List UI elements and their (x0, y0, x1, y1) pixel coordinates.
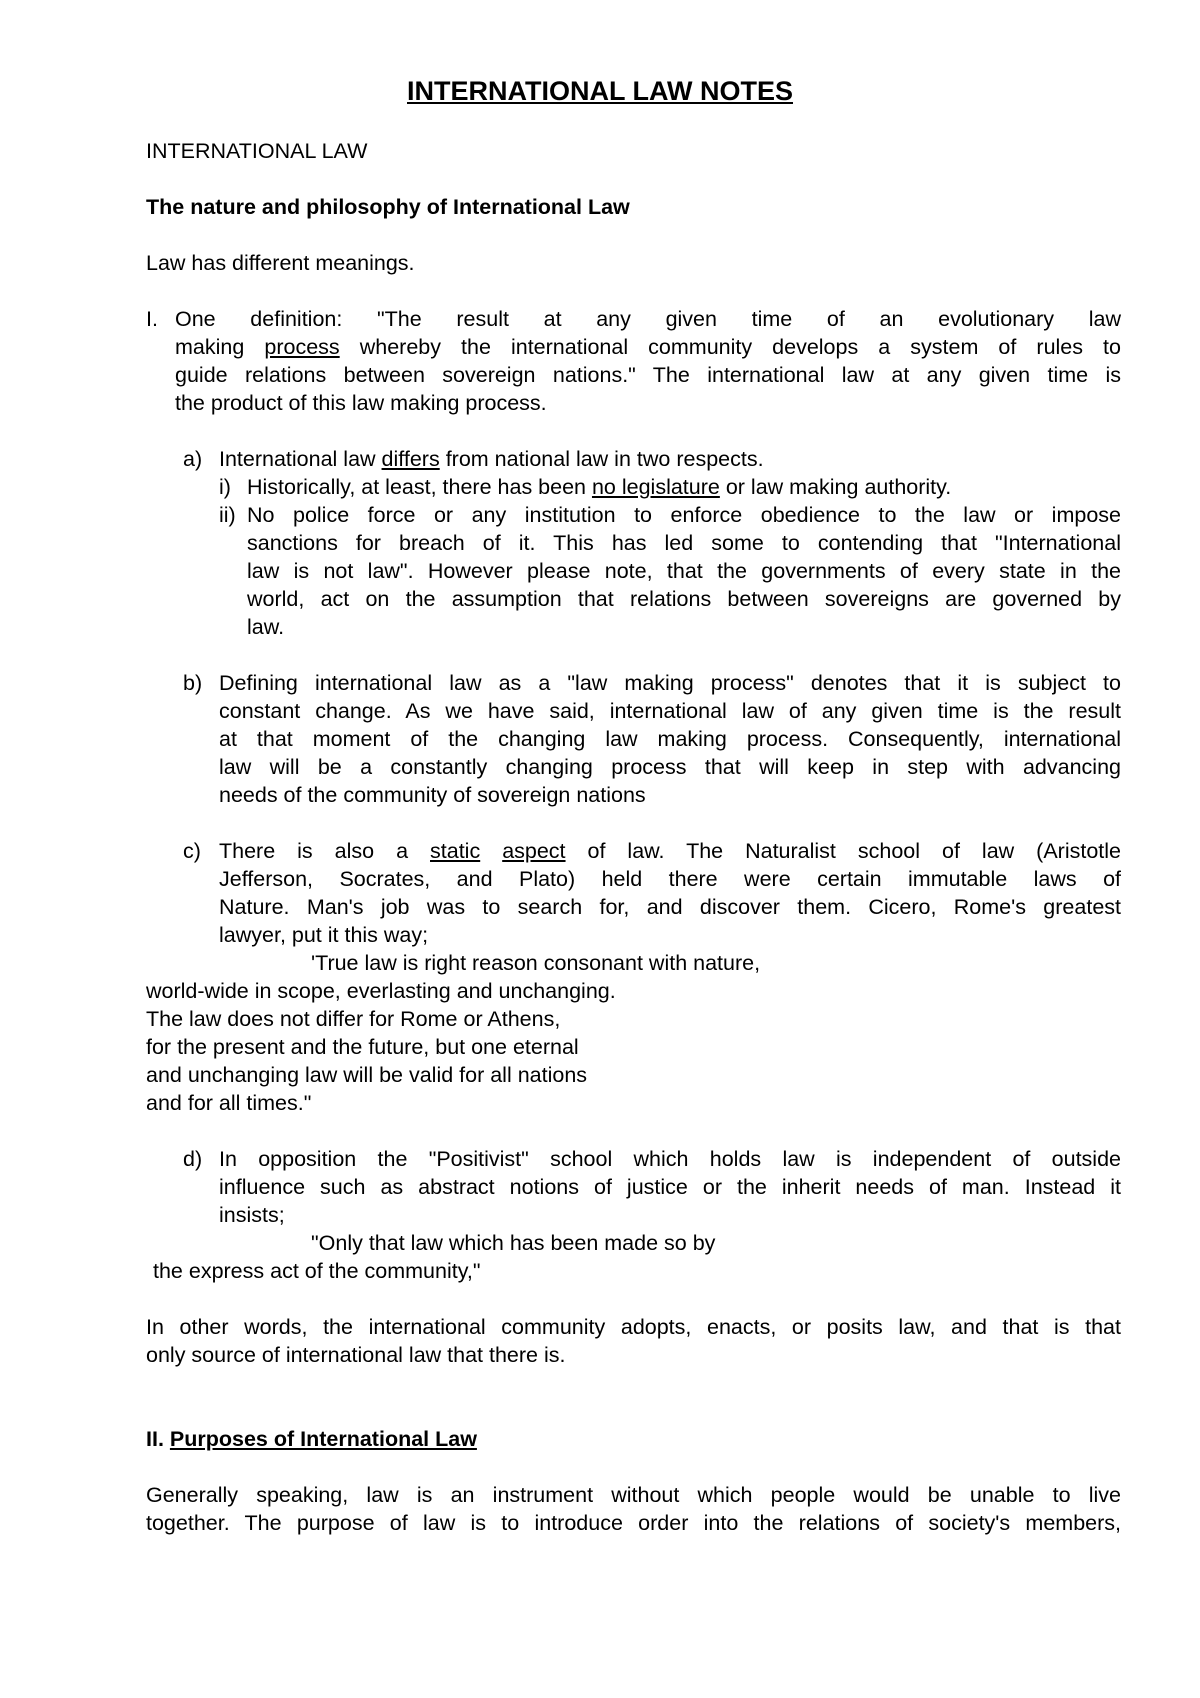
text-line: Nature. Man's job was to search for, and discover them. Cicero, Rome's greatest (219, 895, 1121, 919)
text-line: making process whereby the international community develops a system of rules to (175, 335, 1121, 359)
item-b-paragraph (219, 669, 1121, 809)
section-ii-paragraph (146, 1481, 1121, 1537)
text-line: No police force or any institution to enforce obedience to the law or impose (247, 503, 1121, 527)
underlined-term: process (264, 335, 340, 359)
item-c-marker: c) (183, 839, 201, 863)
item-a-i-text: Historically, at least, there has been no legislature or law making authority. (247, 475, 952, 499)
text-line: In opposition the "Positivist" school which holds law is independent of outside (219, 1147, 1121, 1171)
text-line: Defining international law as a "law making process" denotes that it is subject to (219, 671, 1121, 695)
text-line: There is also a static aspect of law. The Naturalist school of law (Aristotle (219, 839, 1121, 863)
section-i-marker: I. (146, 307, 158, 331)
underlined-term: aspect (502, 839, 566, 863)
summary-paragraph (146, 1313, 1121, 1369)
quote-line: the express act of the community," (153, 1259, 481, 1283)
text-line: only source of international law that there is. (146, 1343, 566, 1367)
text-line: law is not law". However please note, that the governments of every state in the (247, 559, 1121, 583)
item-a-marker: a) (183, 447, 203, 471)
item-a-i-marker: i) (219, 475, 231, 499)
text-line: the product of this law making process. (175, 391, 547, 415)
document-title: INTERNATIONAL LAW NOTES (407, 76, 793, 106)
item-a-ii-marker: ii) (219, 503, 236, 527)
text-line: insists; (219, 1203, 285, 1227)
text-line: Generally speaking, law is an instrument without which people would be unable to live (146, 1483, 1121, 1507)
section-i-paragraph (175, 305, 1121, 417)
text-line: Jefferson, Socrates, and Plato) held there were certain immutable laws of (219, 867, 1121, 891)
text-line: sanctions for breach of it. This has led some to contending that "International (247, 531, 1121, 555)
quote-line: and for all times." (146, 1091, 312, 1115)
item-c-paragraph (219, 837, 1121, 949)
section-ii-heading (146, 1425, 477, 1453)
section-ii-marker: II. (146, 1427, 164, 1451)
text-line: influence such as abstract notions of justice or the inherit needs of man. Instead it (219, 1175, 1121, 1199)
underlined-term: differs (381, 447, 440, 471)
text-line: at that moment of the changing law making process. Consequently, international (219, 727, 1121, 751)
text-line: guide relations between sovereign nations." The international law at any given time is (175, 363, 1121, 387)
item-a-text: International law differs from national law in two respects. (219, 447, 764, 471)
text-line: needs of the community of sovereign nations (219, 783, 646, 807)
text-line: One definition: "The result at any given time of an evolutionary law (175, 307, 1121, 331)
item-a-ii-paragraph (247, 501, 1121, 641)
text-line: In other words, the international community adopts, enacts, or posits law, and that is that (146, 1315, 1121, 1339)
item-b-marker: b) (183, 671, 203, 695)
quote-line: world-wide in scope, everlasting and unchanging. (146, 979, 616, 1003)
underlined-term: no legislature (591, 475, 720, 499)
section-ii-title: Purposes of International Law (169, 1427, 477, 1451)
quote-line: and unchanging law will be valid for all nations (146, 1063, 588, 1087)
quote-line: 'True law is right reason consonant with nature, (311, 951, 761, 975)
text-line: together. The purpose of law is to introduce order into the relations of society's members, (146, 1511, 1121, 1535)
quote-line: for the present and the future, but one eternal (146, 1035, 579, 1059)
item-d-paragraph (219, 1145, 1121, 1229)
subheading: The nature and philosophy of International Law (146, 195, 630, 219)
text-line: lawyer, put it this way; (219, 923, 429, 947)
item-d-marker: d) (183, 1147, 203, 1171)
intro-paragraph: Law has different meanings. (146, 251, 415, 275)
text-line: law. (247, 615, 285, 639)
quote-line: The law does not differ for Rome or Athens, (146, 1007, 561, 1031)
underlined-term: static (430, 839, 481, 863)
text-line: law will be a constantly changing process that will keep in step with advancing (219, 755, 1121, 779)
text-line: world, act on the assumption that relations between sovereigns are governed by (247, 587, 1121, 611)
quote-line: "Only that law which has been made so by (311, 1231, 716, 1255)
section-heading: INTERNATIONAL LAW (146, 139, 368, 163)
text-line: constant change. As we have said, international law of any given time is the result (219, 699, 1121, 723)
